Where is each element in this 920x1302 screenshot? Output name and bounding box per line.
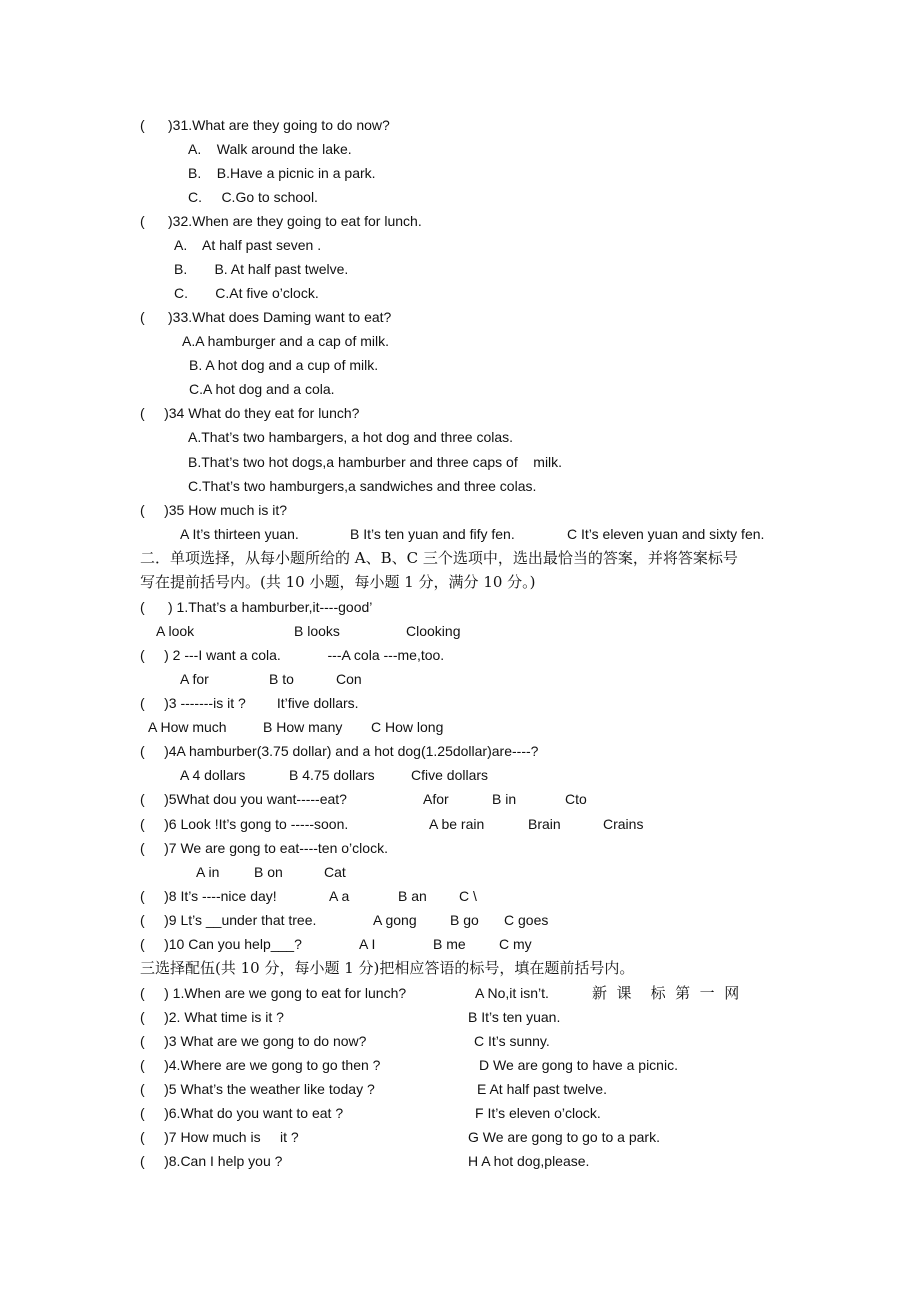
s2-q5-option-b: B in <box>492 791 517 807</box>
s2-q8-stem: ( )8 It’s ----nice day! <box>140 888 277 904</box>
q35-option-c: C It’s eleven yuan and sixty fen. <box>567 526 765 542</box>
s2-q3-option-a: A How much <box>148 719 227 735</box>
s2-q10-option-b: B me <box>433 936 466 952</box>
s3-question-4: ( )4.Where are we gong to go then ? <box>140 1057 381 1073</box>
q35-stem: ( )35 How much is it? <box>140 502 288 518</box>
s2-q8-option-a: A a <box>329 888 350 904</box>
s3-answer-f: F It’s eleven o’clock. <box>475 1105 601 1121</box>
s2-q1-option-c: Clooking <box>406 623 461 639</box>
s2-q2-option-a: A for <box>180 671 209 687</box>
s2-q2-stem: ( ) 2 ---I want a cola. ---A cola ---me,too. <box>140 647 445 663</box>
s2-q7-option-a: A in <box>196 864 220 880</box>
q31-stem: ( )31.What are they going to do now? <box>140 117 390 133</box>
q33-stem: ( )33.What does Daming want to eat? <box>140 309 392 325</box>
s3-answer-c: C It’s sunny. <box>474 1033 550 1049</box>
s3-answer-e: E At half past twelve. <box>477 1081 607 1097</box>
s2-q6-option-a: A be rain <box>429 816 485 832</box>
s3-question-5: ( )5 What’s the weather like today ? <box>140 1081 375 1097</box>
q31-option-c: C. C.Go to school. <box>188 189 318 205</box>
s3-question-7: ( )7 How much is it ? <box>140 1129 299 1145</box>
s3-answer-g: G We are gong to go to a park. <box>468 1129 660 1145</box>
s2-q9-option-b: B go <box>450 912 479 928</box>
s2-q7-stem: ( )7 We are gong to eat----ten o’clock. <box>140 840 388 856</box>
section-2-heading-line1: 二．单项选择，从每小题所给的 A、B、C 三个选项中，选出最恰当的答案，并将答案标号 <box>140 549 738 567</box>
s2-q7-option-b: B on <box>254 864 283 880</box>
s2-q4-stem: ( )4A hamburber(3.75 dollar) and a hot dog(1.25dollar)are----? <box>140 743 539 759</box>
s2-q10-option-a: A I <box>359 936 376 952</box>
watermark-text: 新 课 标 第 一 网 <box>592 984 740 1002</box>
s2-q5-option-a: Afor <box>423 791 449 807</box>
q34-option-a: A.That’s two hambargers, a hot dog and three colas. <box>188 429 514 445</box>
q31-option-b: B. B.Have a picnic in a park. <box>188 165 376 181</box>
s3-question-1: ( ) 1.When are we gong to eat for lunch? <box>140 985 407 1001</box>
s3-question-8: ( )8.Can I help you ? <box>140 1153 283 1169</box>
s3-answer-h: H A hot dog,please. <box>468 1153 590 1169</box>
s2-q7-option-c: Cat <box>324 864 346 880</box>
s2-q9-option-a: A gong <box>373 912 417 928</box>
s2-q3-option-b: B How many <box>263 719 343 735</box>
s2-q9-stem: ( )9 Lt’s __under that tree. <box>140 912 317 928</box>
s2-q8-option-c: C \ <box>459 888 477 904</box>
s2-q10-stem: ( )10 Can you help___? <box>140 936 302 952</box>
s3-answer-a: A No,it isn’t. <box>475 985 549 1001</box>
s2-q2-option-c: Con <box>336 671 362 687</box>
s2-q1-option-a: A look <box>156 623 195 639</box>
s2-q8-option-b: B an <box>398 888 427 904</box>
q33-option-b: B. A hot dog and a cup of milk. <box>189 357 379 373</box>
q31-option-a: A. Walk around the lake. <box>188 141 352 157</box>
q32-option-c: C. C.At five o’clock. <box>174 285 319 301</box>
s2-q4-option-b: B 4.75 dollars <box>289 767 375 783</box>
s2-q10-option-c: C my <box>499 936 532 952</box>
s3-question-6: ( )6.What do you want to eat ? <box>140 1105 344 1121</box>
q34-stem: ( )34 What do they eat for lunch? <box>140 405 360 421</box>
s2-q1-option-b: B looks <box>294 623 340 639</box>
s2-q4-option-c: Cfive dollars <box>411 767 489 783</box>
s3-question-3: ( )3 What are we gong to do now? <box>140 1033 367 1049</box>
q32-option-a: A. At half past seven . <box>174 237 322 253</box>
q33-option-c: C.A hot dog and a cola. <box>189 381 335 397</box>
s3-question-2: ( )2. What time is it ? <box>140 1009 284 1025</box>
q32-option-b: B. B. At half past twelve. <box>174 261 349 277</box>
s2-q1-stem: ( ) 1.That’s a hamburber,it----good’ <box>140 599 373 615</box>
q35-option-b: B It’s ten yuan and fify fen. <box>350 526 515 542</box>
q33-option-a: A.A hamburger and a cap of milk. <box>182 333 389 349</box>
q34-option-b: B.That’s two hot dogs,a hamburber and three caps of milk. <box>188 454 563 470</box>
s2-q5-stem: ( )5What dou you want-----eat? <box>140 791 347 807</box>
s3-answer-b: B It’s ten yuan. <box>468 1009 561 1025</box>
q35-option-a: A It’s thirteen yuan. <box>180 526 299 542</box>
s2-q2-option-b: B to <box>269 671 294 687</box>
section-2-heading-line2: 写在提前括号内。(共 10 小题，每小题 1 分，满分 10 分。) <box>140 573 536 591</box>
s2-q5-option-c: Cto <box>565 791 587 807</box>
s2-q6-option-c: Crains <box>603 816 644 832</box>
s2-q6-option-b: Brain <box>528 816 561 832</box>
s2-q4-option-a: A 4 dollars <box>180 767 246 783</box>
s2-q6-stem: ( )6 Look !It’s gong to -----soon. <box>140 816 349 832</box>
section-3-heading: 三选择配伍(共 10 分，每小题 1 分)把相应答语的标号，填在题前括号内。 <box>140 959 635 977</box>
s3-answer-d: D We are gong to have a picnic. <box>479 1057 678 1073</box>
s2-q3-stem: ( )3 -------is it ? It’five dollars. <box>140 695 359 711</box>
q34-option-c: C.That’s two hamburgers,a sandwiches and three colas. <box>188 478 537 494</box>
s2-q3-option-c: C How long <box>371 719 444 735</box>
q32-stem: ( )32.When are they going to eat for lunch. <box>140 213 422 229</box>
s2-q9-option-c: C goes <box>504 912 549 928</box>
